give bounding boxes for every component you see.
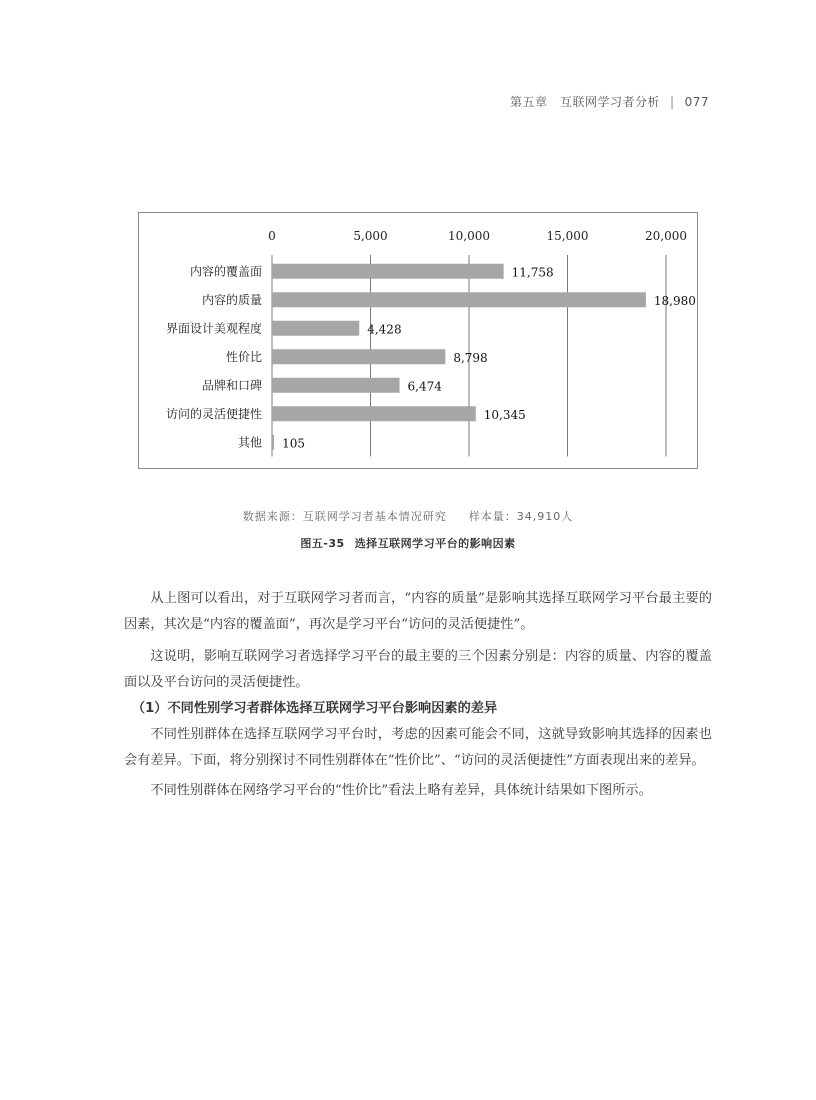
data-label: 11,758 <box>511 265 554 280</box>
paragraph: 不同性别群体在网络学习平台的“性价比”看法上略有差异，具体统计结果如下图所示。 <box>150 783 652 798</box>
x-tick-label: 10,000 <box>448 229 490 243</box>
header-separator: | <box>670 95 675 109</box>
data-label: 4,428 <box>367 322 402 337</box>
paragraph: 这说明，影响互联网学习者选择学习平台的最主要的三个因素分别是：内容的质量、内容的覆盖面以及平台访问的灵活便捷性。 <box>124 649 712 690</box>
category-label: 界面设计美观程度 <box>165 321 262 336</box>
data-label: 8,798 <box>453 350 488 365</box>
bar <box>272 406 476 421</box>
x-tick-label: 20,000 <box>645 229 687 243</box>
bar <box>272 349 445 364</box>
x-tick-label: 5,000 <box>353 229 388 243</box>
bar <box>272 378 400 393</box>
paragraph: 从上图可以看出，对于互联网学习者而言，“内容的质量”是影响其选择互联网学习平台最主要的因素，其次是“内容的覆盖面”，再次是学习平台“访问的灵活便捷性”。 <box>124 591 712 632</box>
sample-size: 样本量：34,910人 <box>468 510 574 523</box>
category-label: 访问的灵活便捷性 <box>165 406 262 421</box>
bar <box>272 435 274 450</box>
data-label: 6,474 <box>407 379 442 394</box>
paragraph: 不同性别群体在选择互联网学习平台时，考虑的因素可能会不同，这就导致影响其选择的因素也会有差异。下面，将分别探讨不同性别群体在“性价比”、“访问的灵活便捷性”方面表现出来的差异。 <box>124 727 712 768</box>
page-number: 077 <box>684 95 709 109</box>
chart-frame <box>138 212 698 469</box>
category-label: 性价比 <box>225 349 262 364</box>
figure-caption <box>0 535 816 551</box>
figure-number: 图五-35 <box>300 537 345 550</box>
bar <box>272 264 504 279</box>
x-tick-label: 0 <box>268 229 276 243</box>
section-heading: （1）不同性别学习者群体选择互联网学习平台影响因素的差异 <box>131 701 498 716</box>
data-label: 18,980 <box>653 293 696 308</box>
chapter-title: 第五章 互联网学习者分析 <box>510 95 661 109</box>
running-header <box>510 93 709 110</box>
data-label: 105 <box>282 436 305 451</box>
bar <box>272 321 359 336</box>
category-label: 其他 <box>237 435 262 450</box>
x-tick-label: 15,000 <box>546 229 589 243</box>
bar <box>272 292 646 307</box>
category-label: 品牌和口碑 <box>201 378 262 393</box>
body-text <box>124 586 712 804</box>
category-label: 内容的覆盖面 <box>189 264 262 279</box>
data-source: 数据来源：互联网学习者基本情况研究 <box>242 510 447 523</box>
data-source-line <box>0 508 816 524</box>
category-label: 内容的质量 <box>201 292 262 307</box>
figure-title: 选择互联网学习平台的影响因素 <box>354 537 516 550</box>
data-label: 10,345 <box>483 407 526 422</box>
bar-chart <box>139 213 699 470</box>
